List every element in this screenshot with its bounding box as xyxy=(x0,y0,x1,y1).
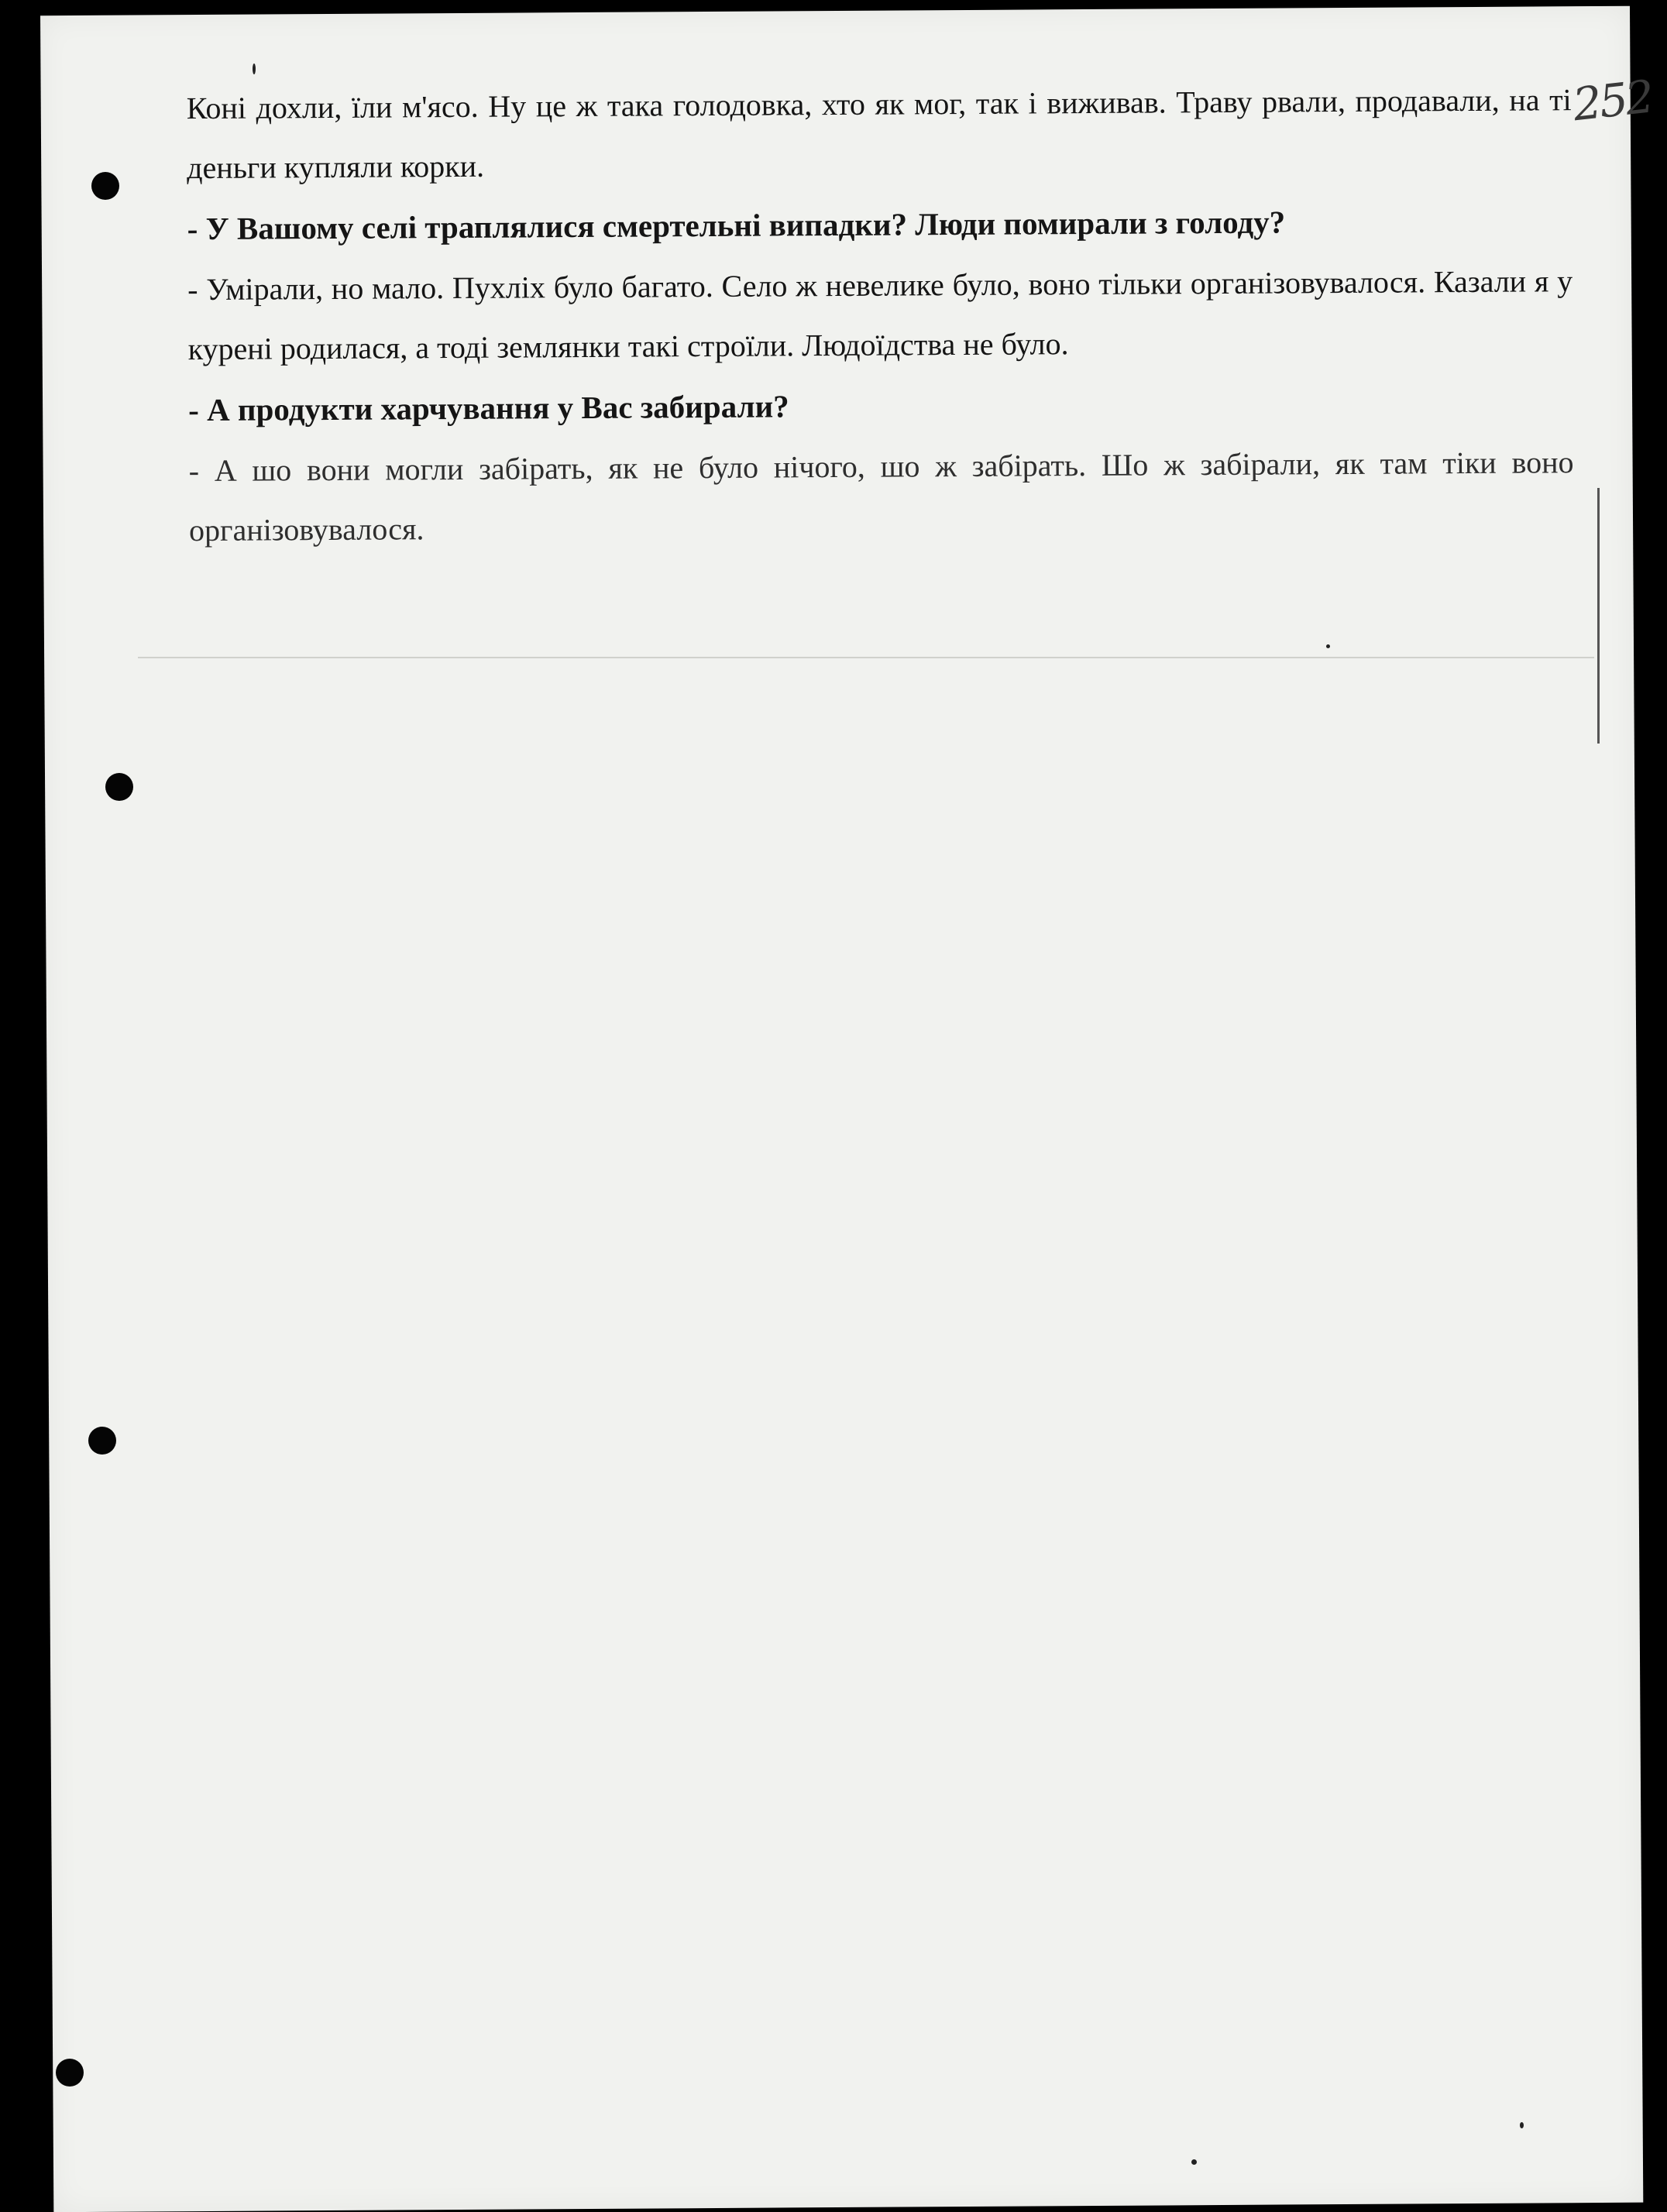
dust-speck xyxy=(1520,2122,1524,2128)
punch-hole-4 xyxy=(56,2059,84,2087)
paper-sheet xyxy=(40,6,1655,2212)
dust-speck xyxy=(1326,644,1330,648)
handwritten-page-number: 252 xyxy=(1570,70,1655,132)
faint-divider-line xyxy=(138,657,1594,658)
interview-transcript xyxy=(187,70,1575,560)
question-deaths: - У Вашому селі траплялися смертельні випадки? Люди помирали з голоду? xyxy=(187,204,1286,247)
right-margin-mark xyxy=(1597,488,1600,744)
punch-hole-2 xyxy=(105,773,133,801)
answer-paragraph-continued: Коні дохли, їли м'ясо. Ну це ж така голодовка, хто як мог, так і виживав. Траву рвали, продавали, на ті деньги купляли корки. xyxy=(186,82,1572,186)
dust-speck xyxy=(1191,2159,1197,2165)
punch-hole-1 xyxy=(91,172,119,200)
punch-hole-3 xyxy=(88,1427,116,1455)
answer-deaths: - Умірали, но мало. Пухліх було багато. Село ж невелике було, воно тільки організовувалося. Казали я у курені родилася, а тоді землянки такі строїли. Людоїдства не було. xyxy=(187,263,1573,367)
answer-food-confiscation: - А шо вони могли забірать, як не було нічого, шо ж забірать. Шо ж забірали, як там тіки воно організовувалося. xyxy=(188,445,1574,548)
ink-mark xyxy=(253,64,256,74)
question-food-confiscation: - А продукти харчування у Вас забирали? xyxy=(187,388,789,428)
